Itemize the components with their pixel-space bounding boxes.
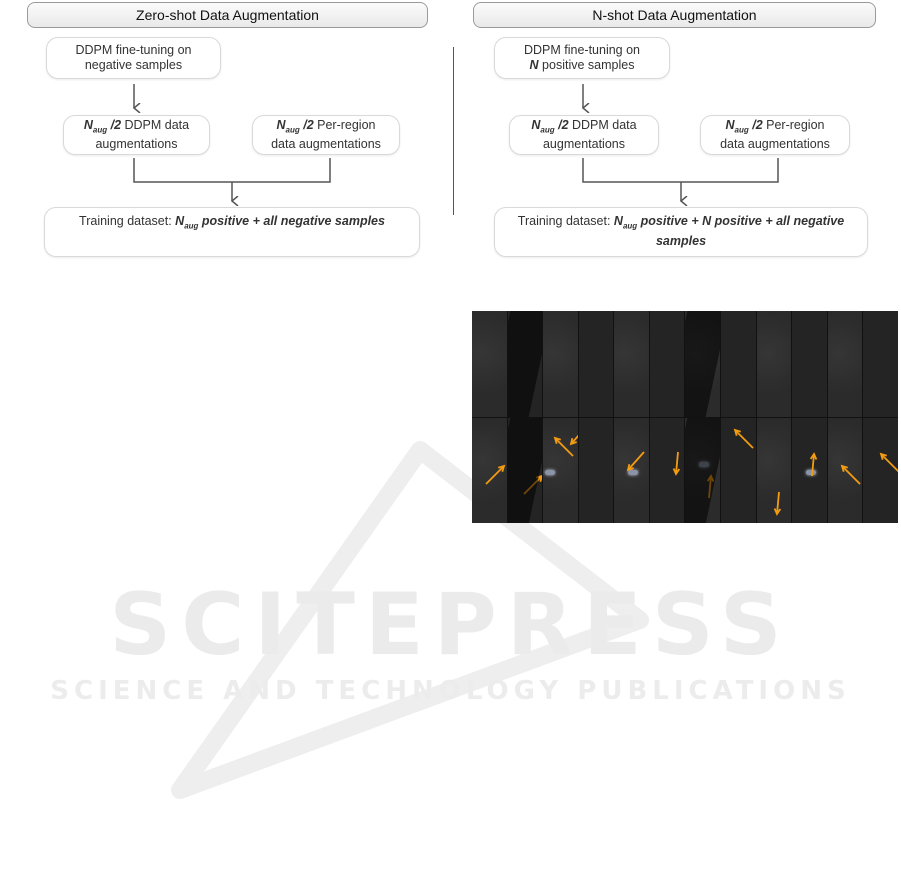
right-training-line2: samples <box>655 233 707 248</box>
annotation-arrow-icon <box>480 458 507 492</box>
watermark-main: SCITEPRESS <box>109 575 792 675</box>
image-tile-r2-c5 <box>614 418 649 524</box>
image-tile-r2-c12 <box>863 418 898 524</box>
right-finetune-line1: DDPM fine-tuning on <box>523 43 641 57</box>
image-tile-r1-c4 <box>579 311 614 417</box>
n-shot-header-text: N-shot Data Augmentation <box>592 7 757 23</box>
left-ddpm-aug-line2: augmentations <box>95 137 178 152</box>
image-tile-r2-c4 <box>579 418 614 524</box>
watermark-sub: SCIENCE AND TECHNOLOGY PUBLICATIONS <box>50 676 851 706</box>
sample-image-grid <box>472 311 898 523</box>
left-finetune-line1: DDPM fine-tuning on <box>75 43 192 57</box>
annotation-arrow-icon <box>620 446 649 480</box>
image-tile-r2-c3 <box>543 418 578 524</box>
annotation-arrow-icon <box>727 422 756 456</box>
image-tile-r1-c5 <box>614 311 649 417</box>
image-tile-r1-c8 <box>721 311 756 417</box>
image-tile-r1-c2 <box>508 311 543 417</box>
defect-spot <box>545 470 555 475</box>
right-region-aug-line2: data augmentations <box>720 137 830 152</box>
right-finetune-line2: N positive samples <box>529 58 635 72</box>
right-region-aug-line1: $N_{aug}$ /2 Per-region <box>725 117 825 135</box>
left-training-line1: Training dataset: $N_{aug}$ positive + all negative samples <box>79 214 385 231</box>
left-finetune-line2: negative samples <box>84 58 183 72</box>
annotation-arrow-icon <box>834 458 863 492</box>
annotation-arrow-icon <box>796 448 827 482</box>
left-region-aug-line1: $N_{aug}$ /2 Per-region <box>276 117 376 135</box>
image-tile-r1-c1 <box>472 311 507 417</box>
image-tile-r1-c10 <box>792 311 827 417</box>
image-tile-r1-c12 <box>863 311 898 417</box>
image-tile-r2-c9 <box>757 418 792 524</box>
left-ddpm-aug-line1: $N_{aug}$ /2 DDPM data <box>83 117 190 135</box>
annotation-arrow-icon <box>518 468 543 502</box>
annotation-arrow-icon <box>660 448 685 482</box>
right-ddpm-aug-line2: augmentations <box>542 137 625 152</box>
right-training-line1: Training dataset: $N_{aug}$ positive + N positive + all negative <box>517 214 845 231</box>
image-tile-r1-c3 <box>543 311 578 417</box>
image-tile-r2-c7 <box>685 418 720 524</box>
image-tile-r1-c11 <box>828 311 863 417</box>
zero-shot-header-text: Zero-shot Data Augmentation <box>136 7 319 23</box>
image-tile-r2-c2 <box>508 418 543 524</box>
defect-spot <box>699 462 709 467</box>
image-tile-r1-c6 <box>650 311 685 417</box>
image-tile-r2-c1 <box>472 418 507 524</box>
image-tile-r1-c9 <box>757 311 792 417</box>
annotation-arrow-icon <box>873 446 898 480</box>
image-tile-r1-c7 <box>685 311 720 417</box>
annotation-arrow-icon <box>693 470 720 504</box>
image-tile-r2-c6 <box>650 418 685 524</box>
image-tile-r2-c8 <box>721 418 756 524</box>
annotation-arrow-icon <box>761 488 792 522</box>
image-tile-r2-c11 <box>828 418 863 524</box>
image-tile-r2-c10 <box>792 418 827 524</box>
left-region-aug-line2: data augmentations <box>271 137 381 152</box>
right-ddpm-aug-line1: $N_{aug}$ /2 DDPM data <box>531 117 637 135</box>
annotation-arrow-icon <box>563 420 578 454</box>
